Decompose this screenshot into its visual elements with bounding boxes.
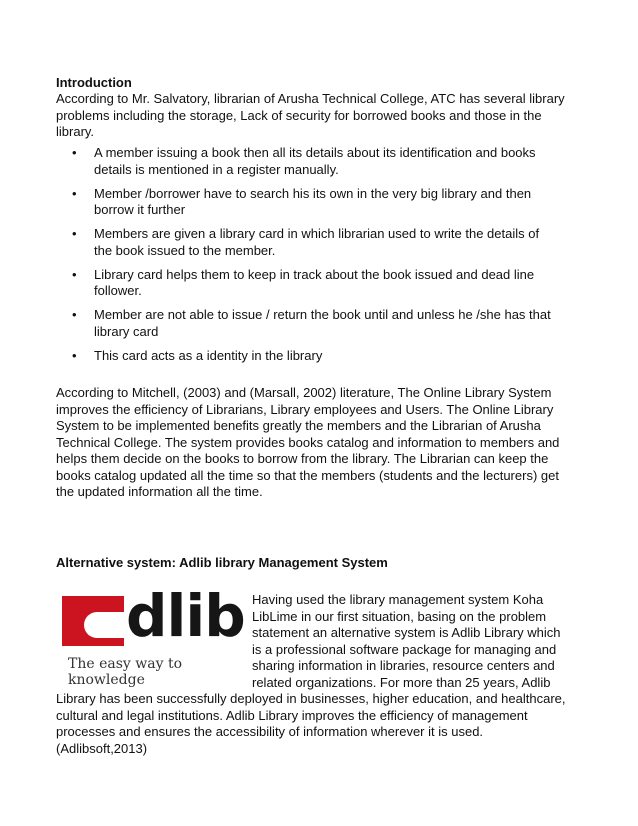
adlib-logo [56, 582, 246, 688]
list-item: • This card acts as a identity in the library [72, 347, 323, 363]
literature-paragraph: According to Mitchell, (2003) and (Marsall, 2002) literature, The Online Library System improves the efficiency of Librarians, Library employees and Users. The Online Library System to be implemented benefits greatly the members and the Librarian of Arusha Technical College. The system provides books catalog and information to members and helps them decide on the books to borrow from the library. The Librarian can keep the books catalog updated all the time so that the members (students and the lecturers) get the updated information all the time. [56, 385, 560, 499]
introduction-paragraph: According to Mr. Salvatory, librarian of Arusha Technical College, ATC has several library problems including the storage, Lack of security for borrowed books and those in the library. [56, 91, 565, 139]
adlib-logo-mark-icon [62, 596, 124, 646]
alternative-heading: Alternative system: Adlib library Management System [56, 555, 388, 570]
problem-list [56, 145, 556, 372]
introduction-heading: Introduction [56, 75, 132, 90]
bullet-icon: • [72, 266, 77, 282]
bullet-icon: • [72, 307, 77, 322]
bullet-icon: • [72, 226, 77, 241]
alternative-side-text: Having used the library management system Koha LibLime in our first situation, basing on the problem statement an alternative system is Adlib Library which is a professional software package for managing and sharing information in libraries, resource centers and related organizations. For more than 25 years, Adlib [252, 592, 561, 690]
list-item: • Members are given a library card in which librarian used to write the details of the book issued to the member. [72, 226, 540, 258]
list-item: • Library card helps them to keep in track about the book issued and dead line follower. [72, 266, 535, 298]
list-item: • Member are not able to issue / return the book until and unless he /she has that library card [72, 307, 551, 339]
list-item: • Member /borrower have to search his its own in the very big library and then borrow it further [72, 185, 532, 217]
bullet-icon: • [72, 145, 77, 160]
bullet-icon: • [72, 185, 77, 201]
adlib-logo-tagline: The easy way to knowledge [68, 656, 183, 688]
alternative-continued-text: Library has been successfully deployed in businesses, higher education, and healthcare, cultural and legal institutions. Adlib Library improves the efficiency of management processes and ensures the accessibility of information wherever it is used. (Adlibsoft,2013) [56, 691, 566, 756]
bullet-icon: • [72, 347, 77, 363]
list-item: • A member issuing a book then all its details about its identification and books details is mentioned in a register manually. [72, 145, 536, 177]
adlib-logo-word: dlib [126, 582, 245, 650]
